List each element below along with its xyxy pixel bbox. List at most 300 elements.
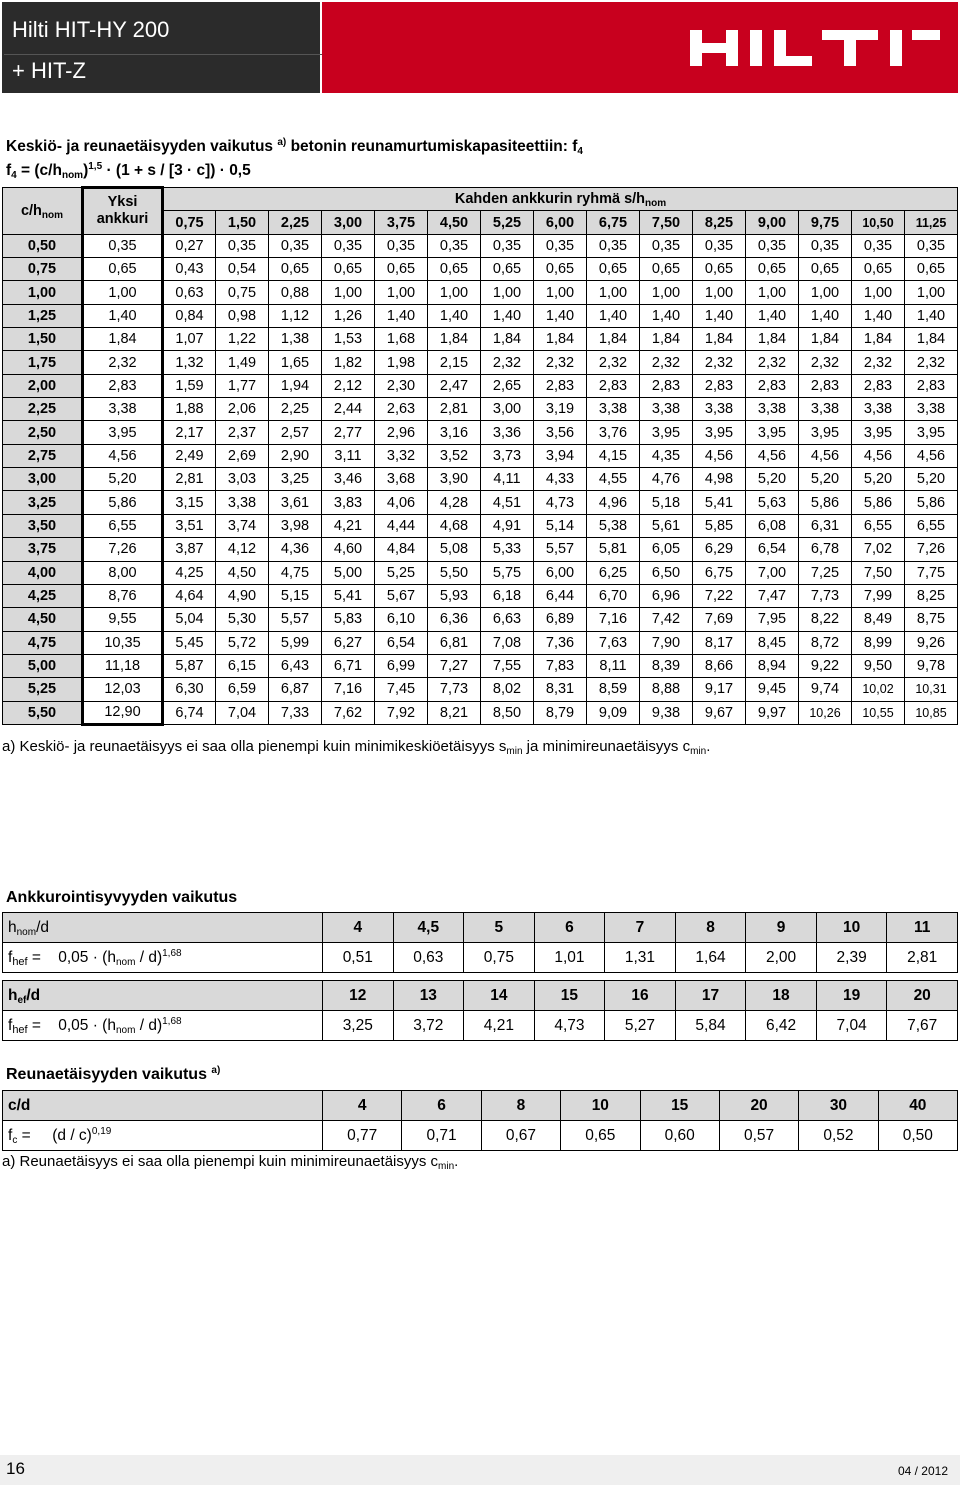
table-row	[3, 444, 958, 467]
group-value-cell: 1,00	[640, 281, 693, 304]
group-value-cell: 4,73	[534, 491, 587, 514]
single-anchor-cell: 3,38	[83, 398, 163, 421]
ch-value-cell: 2,25	[3, 398, 83, 421]
group-value-cell: 0,63	[163, 281, 216, 304]
ch-value-cell: 5,25	[3, 678, 83, 701]
value-cell: 30	[799, 1091, 878, 1121]
single-anchor-cell: 5,20	[83, 468, 163, 491]
group-value-cell: 4,12	[216, 538, 269, 561]
footnote-text: .	[706, 738, 711, 755]
group-value-cell: 3,95	[746, 421, 799, 444]
group-value-cell: 8,99	[852, 631, 905, 654]
s-value-header: 11,25	[905, 211, 958, 234]
table-row	[3, 468, 958, 491]
group-value-cell: 5,86	[905, 491, 958, 514]
group-value-cell: 1,26	[322, 304, 375, 327]
group-value-cell: 0,65	[746, 258, 799, 281]
group-value-cell: 5,00	[322, 561, 375, 584]
group-value-cell: 0,35	[746, 234, 799, 257]
group-value-cell: 7,33	[269, 701, 322, 724]
table-row	[3, 701, 958, 724]
group-value-cell: 3,15	[163, 491, 216, 514]
col-header-group-sub: nom	[645, 198, 667, 210]
group-value-cell: 4,28	[428, 491, 481, 514]
group-value-cell: 1,53	[322, 328, 375, 351]
value-cell: 4,5	[393, 913, 464, 943]
group-value-cell: 3,95	[640, 421, 693, 444]
edge-distance-table	[2, 1090, 958, 1151]
group-value-cell: 6,96	[640, 584, 693, 607]
value-cell: 0,60	[640, 1121, 719, 1151]
formula-part: · (1 + s / [3 · c]) · 0,5	[102, 162, 251, 179]
group-value-cell: 7,73	[428, 678, 481, 701]
group-value-cell: 2,83	[852, 374, 905, 397]
group-value-cell: 2,32	[799, 351, 852, 374]
value-cell: 0,71	[402, 1121, 481, 1151]
group-value-cell: 0,54	[216, 258, 269, 281]
group-value-cell: 3,87	[163, 538, 216, 561]
group-value-cell: 0,65	[640, 258, 693, 281]
group-value-cell: 8,75	[905, 608, 958, 631]
group-value-cell: 8,22	[799, 608, 852, 631]
group-value-cell: 7,04	[216, 701, 269, 724]
table-row	[3, 654, 958, 677]
group-value-cell: 1,38	[269, 328, 322, 351]
ch-value-cell: 1,00	[3, 281, 83, 304]
label-eq: =	[31, 948, 41, 966]
group-value-cell: 9,74	[799, 678, 852, 701]
col-header-ch	[3, 188, 83, 235]
group-value-cell: 4,44	[375, 514, 428, 537]
hnom-d-row	[3, 913, 958, 943]
table-row	[3, 538, 958, 561]
section3-footnote	[2, 1153, 458, 1170]
s-value-header: 9,00	[746, 211, 799, 234]
group-value-cell: 6,71	[322, 654, 375, 677]
group-value-cell: 6,08	[746, 514, 799, 537]
col-header-ch-sub: nom	[41, 209, 64, 221]
group-value-cell: 2,65	[481, 374, 534, 397]
s-value-header: 6,75	[587, 211, 640, 234]
label-eq: =	[31, 1016, 41, 1034]
group-value-cell: 4,56	[746, 444, 799, 467]
group-value-cell: 3,56	[534, 421, 587, 444]
s-value-header: 0,75	[163, 211, 216, 234]
value-cell: 6	[402, 1091, 481, 1121]
formula-text: / d)	[135, 948, 163, 966]
group-value-cell: 3,52	[428, 444, 481, 467]
label-text: /d	[26, 986, 41, 1004]
group-value-cell: 7,69	[693, 608, 746, 631]
group-value-cell: 2,32	[693, 351, 746, 374]
group-value-cell: 4,91	[481, 514, 534, 537]
value-cell: 1,01	[534, 943, 605, 973]
group-value-cell: 0,65	[587, 258, 640, 281]
single-anchor-cell: 4,56	[83, 444, 163, 467]
group-value-cell: 8,39	[640, 654, 693, 677]
group-value-cell: 2,32	[640, 351, 693, 374]
group-value-cell: 2,83	[693, 374, 746, 397]
row-gap	[3, 973, 958, 981]
col-header-group-text: Kahden ankkurin ryhmä s/h	[454, 191, 646, 208]
formula-text: / d)	[135, 1016, 163, 1034]
group-value-cell: 0,35	[428, 234, 481, 257]
table-row	[3, 421, 958, 444]
ch-value-cell: 4,50	[3, 608, 83, 631]
group-value-cell: 3,94	[534, 444, 587, 467]
group-value-cell: 1,07	[163, 328, 216, 351]
group-value-cell: 6,18	[481, 584, 534, 607]
value-cell: 5,84	[675, 1011, 746, 1041]
group-value-cell: 3,38	[799, 398, 852, 421]
group-value-cell: 6,36	[428, 608, 481, 631]
label-eq: =	[21, 1126, 31, 1144]
group-value-cell: 2,32	[587, 351, 640, 374]
group-value-cell: 0,35	[375, 234, 428, 257]
s-value-header: 6,00	[534, 211, 587, 234]
value-cell: 0,57	[719, 1121, 798, 1151]
group-value-cell: 0,35	[322, 234, 375, 257]
group-value-cell: 1,84	[587, 328, 640, 351]
single-anchor-cell: 12,03	[83, 678, 163, 701]
group-value-cell: 1,40	[852, 304, 905, 327]
group-value-cell: 1,84	[481, 328, 534, 351]
group-value-cell: 8,72	[799, 631, 852, 654]
group-value-cell: 8,31	[534, 678, 587, 701]
group-value-cell: 7,02	[852, 538, 905, 561]
group-value-cell: 5,41	[322, 584, 375, 607]
group-value-cell: 1,49	[216, 351, 269, 374]
group-value-cell: 4,06	[375, 491, 428, 514]
group-value-cell: 8,59	[587, 678, 640, 701]
formula-sub: 4	[11, 170, 17, 181]
value-cell: 10	[816, 913, 887, 943]
value-cell: 1,64	[675, 943, 746, 973]
ch-value-cell: 0,50	[3, 234, 83, 257]
value-cell: 10	[561, 1091, 640, 1121]
group-value-cell: 5,45	[163, 631, 216, 654]
group-value-cell: 3,51	[163, 514, 216, 537]
group-value-cell: 7,16	[587, 608, 640, 631]
group-value-cell: 1,82	[322, 351, 375, 374]
section2-title: Ankkurointisyvyyden vaikutus	[6, 889, 238, 906]
group-value-cell: 3,38	[905, 398, 958, 421]
group-value-cell: 0,35	[216, 234, 269, 257]
fhef-formula-1	[3, 943, 323, 973]
label-text: h	[8, 918, 17, 936]
group-value-cell: 8,88	[640, 678, 693, 701]
ch-value-cell: 4,00	[3, 561, 83, 584]
group-value-cell: 6,63	[481, 608, 534, 631]
label-sub: nom	[16, 926, 37, 938]
group-value-cell: 9,22	[799, 654, 852, 677]
group-value-cell: 8,49	[852, 608, 905, 631]
group-value-cell: 5,20	[905, 468, 958, 491]
group-value-cell: 7,00	[746, 561, 799, 584]
label-text: h	[8, 986, 18, 1004]
group-value-cell: 7,62	[322, 701, 375, 724]
group-value-cell: 0,65	[428, 258, 481, 281]
value-cell: 0,77	[323, 1121, 402, 1151]
title-divider	[4, 54, 322, 55]
group-value-cell: 2,57	[269, 421, 322, 444]
group-value-cell: 0,65	[905, 258, 958, 281]
single-anchor-cell: 2,83	[83, 374, 163, 397]
col-header-group	[163, 188, 958, 211]
group-value-cell: 1,22	[216, 328, 269, 351]
label-sub: hef	[12, 955, 28, 968]
group-value-cell: 8,66	[693, 654, 746, 677]
group-value-cell: 1,00	[534, 281, 587, 304]
group-value-cell: 1,40	[375, 304, 428, 327]
group-value-cell: 6,54	[746, 538, 799, 561]
group-value-cell: 6,99	[375, 654, 428, 677]
group-value-cell: 6,43	[269, 654, 322, 677]
group-value-cell: 0,65	[852, 258, 905, 281]
ch-value-cell: 1,75	[3, 351, 83, 374]
group-value-cell: 4,90	[216, 584, 269, 607]
group-value-cell: 0,35	[640, 234, 693, 257]
group-value-cell: 5,04	[163, 608, 216, 631]
group-value-cell: 7,36	[534, 631, 587, 654]
group-value-cell: 6,30	[163, 678, 216, 701]
table-row	[3, 608, 958, 631]
formula-sub: nom	[115, 1024, 136, 1036]
group-value-cell: 8,50	[481, 701, 534, 724]
table-row	[3, 678, 958, 701]
group-value-cell: 2,32	[746, 351, 799, 374]
group-value-cell: 2,90	[269, 444, 322, 467]
group-value-cell: 2,83	[640, 374, 693, 397]
label-sub: ef	[17, 994, 27, 1006]
group-value-cell: 0,35	[481, 234, 534, 257]
group-value-cell: 3,98	[269, 514, 322, 537]
group-value-cell: 1,00	[799, 281, 852, 304]
group-value-cell: 9,50	[852, 654, 905, 677]
group-value-cell: 0,84	[163, 304, 216, 327]
group-value-cell: 3,03	[216, 468, 269, 491]
group-value-cell: 6,10	[375, 608, 428, 631]
formula-sup: 1,68	[162, 1015, 182, 1027]
hef-d-label	[3, 981, 323, 1011]
single-anchor-cell: 1,40	[83, 304, 163, 327]
group-value-cell: 0,35	[534, 234, 587, 257]
product-title-line2: + HIT-Z	[12, 58, 86, 83]
group-value-cell: 0,65	[269, 258, 322, 281]
group-value-cell: 5,14	[534, 514, 587, 537]
group-value-cell: 1,94	[269, 374, 322, 397]
s-value-header: 1,50	[216, 211, 269, 234]
fhef-formula-2	[3, 1011, 323, 1041]
formula-sup: 0,19	[91, 1125, 112, 1137]
group-value-cell: 3,95	[905, 421, 958, 444]
group-value-cell: 3,25	[269, 468, 322, 491]
col-header-single	[83, 188, 163, 235]
group-value-cell: 1,40	[587, 304, 640, 327]
group-value-cell: 2,83	[587, 374, 640, 397]
group-value-cell: 3,11	[322, 444, 375, 467]
section3-title-text: Reunaetäisyyden vaikutus	[6, 1066, 212, 1083]
ch-value-cell: 5,50	[3, 701, 83, 724]
group-value-cell: 5,20	[799, 468, 852, 491]
group-value-cell: 4,76	[640, 468, 693, 491]
value-cell: 4	[323, 913, 394, 943]
group-value-cell: 3,95	[693, 421, 746, 444]
group-value-cell: 5,83	[322, 608, 375, 631]
value-cell: 14	[464, 981, 535, 1011]
group-value-cell: 0,88	[269, 281, 322, 304]
group-value-cell: 1,84	[428, 328, 481, 351]
group-value-cell: 1,40	[746, 304, 799, 327]
footnote-sub: min	[506, 746, 523, 757]
group-value-cell: 8,17	[693, 631, 746, 654]
section1-title-sub: 4	[577, 146, 583, 157]
group-value-cell: 0,35	[905, 234, 958, 257]
formula-text: 0,05 · (h	[58, 1016, 116, 1034]
group-value-cell: 7,50	[852, 561, 905, 584]
fhef-row-1	[3, 943, 958, 973]
group-value-cell: 3,61	[269, 491, 322, 514]
section1-title-text: Keskiö- ja reunaetäisyyden vaikutus	[6, 138, 278, 155]
hilti-logo	[690, 30, 940, 66]
single-anchor-cell: 0,35	[83, 234, 163, 257]
ch-value-cell: 4,25	[3, 584, 83, 607]
value-cell: 8	[481, 1091, 560, 1121]
group-value-cell: 4,84	[375, 538, 428, 561]
footnote-sub: min	[438, 1161, 455, 1172]
group-value-cell: 5,18	[640, 491, 693, 514]
s-value-header: 2,25	[269, 211, 322, 234]
value-cell: 5,27	[605, 1011, 676, 1041]
group-value-cell: 1,84	[534, 328, 587, 351]
label-text: f	[8, 948, 13, 966]
s-value-header: 3,00	[322, 211, 375, 234]
group-value-cell: 2,69	[216, 444, 269, 467]
group-value-cell: 0,35	[693, 234, 746, 257]
group-value-cell: 6,75	[693, 561, 746, 584]
col-header-single-line2: ankkuri	[96, 211, 149, 228]
group-value-cell: 6,29	[693, 538, 746, 561]
ch-value-cell: 0,75	[3, 258, 83, 281]
label-text: f	[8, 1016, 13, 1034]
group-value-cell: 3,38	[216, 491, 269, 514]
ch-value-cell: 1,25	[3, 304, 83, 327]
group-value-cell: 5,93	[428, 584, 481, 607]
value-cell: 7,67	[887, 1011, 958, 1041]
group-value-cell: 2,37	[216, 421, 269, 444]
group-value-cell: 3,76	[587, 421, 640, 444]
group-value-cell: 7,75	[905, 561, 958, 584]
group-value-cell: 0,75	[216, 281, 269, 304]
value-cell: 9	[746, 913, 817, 943]
group-value-cell: 7,90	[640, 631, 693, 654]
group-value-cell: 5,30	[216, 608, 269, 631]
group-value-cell: 2,81	[163, 468, 216, 491]
group-value-cell: 1,84	[852, 328, 905, 351]
group-value-cell: 2,32	[481, 351, 534, 374]
s-value-header: 9,75	[799, 211, 852, 234]
group-value-cell: 5,63	[746, 491, 799, 514]
group-value-cell: 5,57	[534, 538, 587, 561]
value-cell: 15	[640, 1091, 719, 1121]
group-value-cell: 4,96	[587, 491, 640, 514]
value-cell: 0,50	[878, 1121, 957, 1151]
group-value-cell: 2,83	[534, 374, 587, 397]
single-anchor-cell: 11,18	[83, 654, 163, 677]
value-cell: 0,51	[323, 943, 394, 973]
group-value-cell: 7,63	[587, 631, 640, 654]
group-value-cell: 5,20	[852, 468, 905, 491]
edge-spacing-table	[2, 186, 958, 726]
group-value-cell: 5,99	[269, 631, 322, 654]
group-value-cell: 6,25	[587, 561, 640, 584]
group-value-cell: 4,56	[905, 444, 958, 467]
fc-formula	[3, 1121, 323, 1151]
group-value-cell: 3,36	[481, 421, 534, 444]
table-row	[3, 234, 958, 257]
group-value-cell: 4,11	[481, 468, 534, 491]
value-cell: 3,72	[393, 1011, 464, 1041]
value-cell: 16	[605, 981, 676, 1011]
group-value-cell: 9,26	[905, 631, 958, 654]
group-value-cell: 7,16	[322, 678, 375, 701]
table-row	[3, 328, 958, 351]
group-value-cell: 1,40	[534, 304, 587, 327]
group-value-cell: 2,81	[428, 398, 481, 421]
cd-label: c/d	[3, 1091, 323, 1121]
value-cell: 2,39	[816, 943, 887, 973]
group-value-cell: 1,40	[799, 304, 852, 327]
group-value-cell: 1,00	[481, 281, 534, 304]
group-value-cell: 0,65	[322, 258, 375, 281]
s-value-header: 7,50	[640, 211, 693, 234]
group-value-cell: 8,02	[481, 678, 534, 701]
group-value-cell: 7,42	[640, 608, 693, 631]
hnom-d-label	[3, 913, 323, 943]
value-cell: 7,04	[816, 1011, 887, 1041]
table-row	[3, 561, 958, 584]
single-anchor-cell: 1,84	[83, 328, 163, 351]
s-value-header: 3,75	[375, 211, 428, 234]
group-value-cell: 6,00	[534, 561, 587, 584]
group-value-cell: 8,94	[746, 654, 799, 677]
section1-formula	[6, 162, 251, 180]
group-value-cell: 7,92	[375, 701, 428, 724]
value-cell: 0,67	[481, 1121, 560, 1151]
group-value-cell: 3,74	[216, 514, 269, 537]
group-value-cell: 5,08	[428, 538, 481, 561]
group-value-cell: 8,21	[428, 701, 481, 724]
group-value-cell: 1,00	[375, 281, 428, 304]
group-value-cell: 8,79	[534, 701, 587, 724]
group-value-cell: 1,59	[163, 374, 216, 397]
group-value-cell: 3,46	[322, 468, 375, 491]
group-value-cell: 1,84	[693, 328, 746, 351]
group-value-cell: 5,86	[799, 491, 852, 514]
group-value-cell: 6,87	[269, 678, 322, 701]
group-value-cell: 0,35	[587, 234, 640, 257]
group-value-cell: 0,35	[799, 234, 852, 257]
group-value-cell: 9,78	[905, 654, 958, 677]
group-value-cell: 9,67	[693, 701, 746, 724]
group-value-cell: 1,00	[428, 281, 481, 304]
ch-value-cell: 3,25	[3, 491, 83, 514]
group-value-cell: 0,35	[269, 234, 322, 257]
group-value-cell: 0,27	[163, 234, 216, 257]
group-value-cell: 5,75	[481, 561, 534, 584]
group-value-cell: 4,56	[693, 444, 746, 467]
group-value-cell: 4,56	[799, 444, 852, 467]
